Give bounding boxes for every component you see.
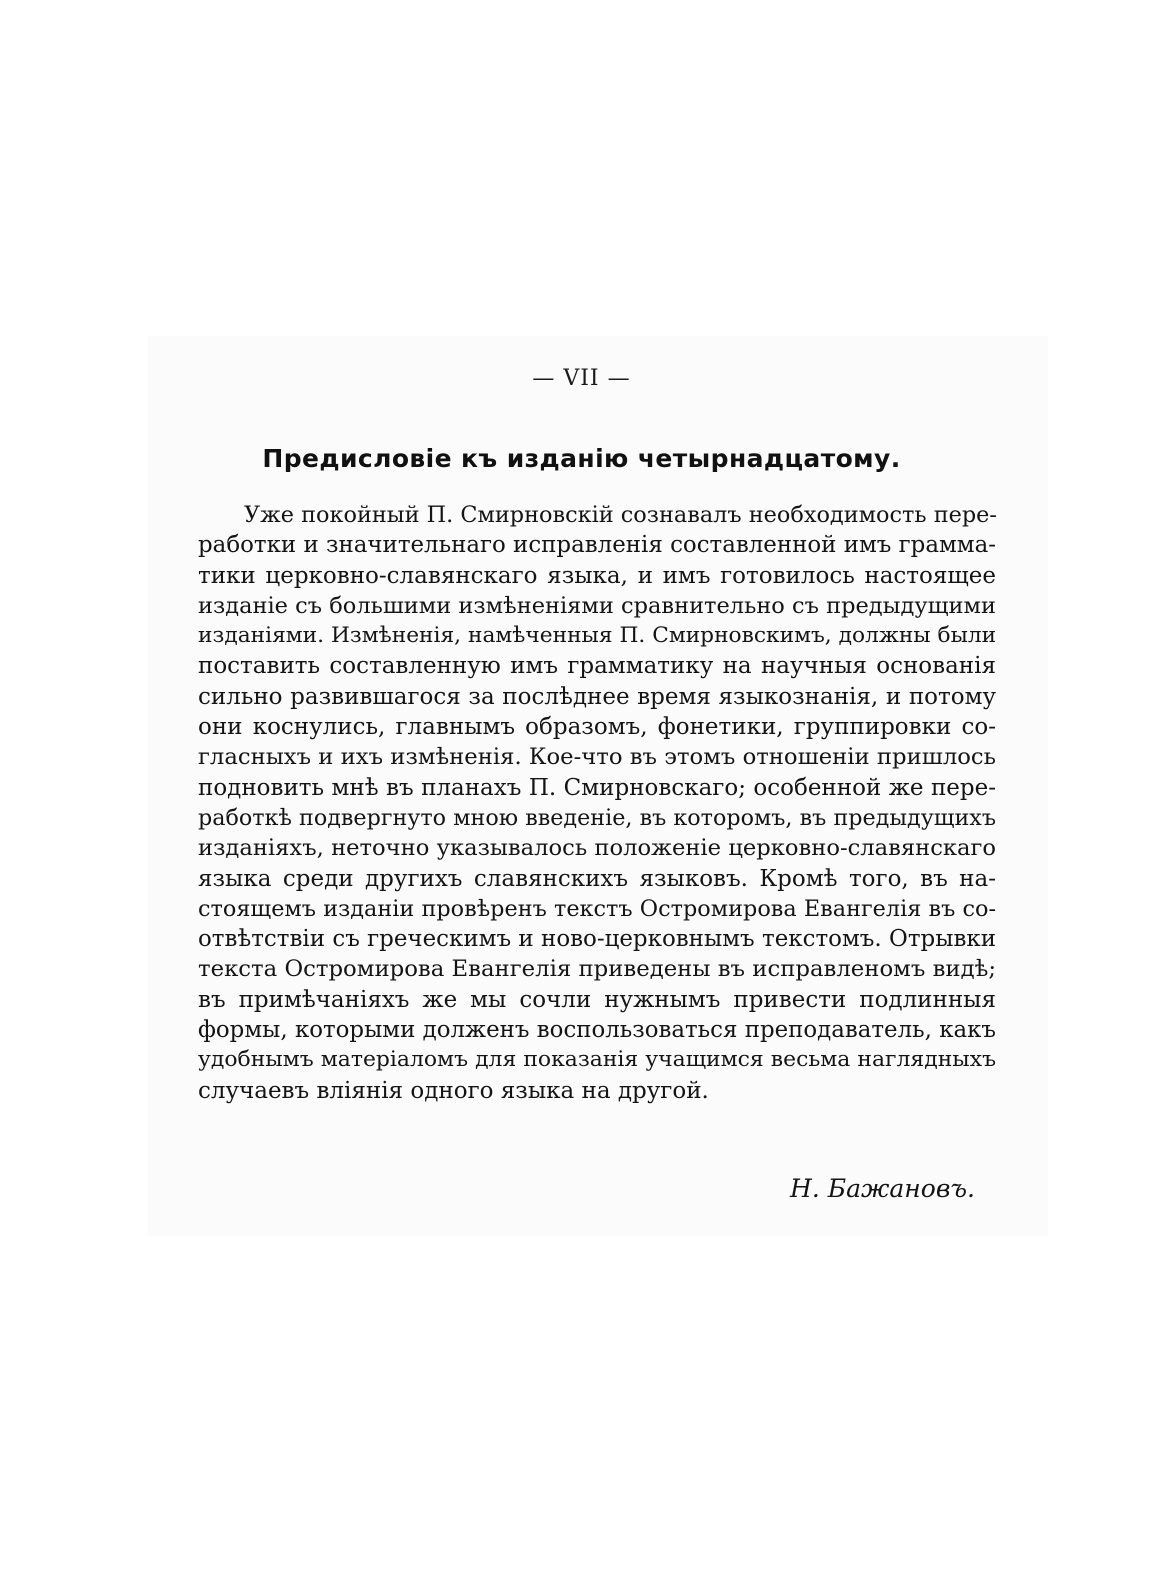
preface-body	[198, 500, 996, 1106]
text-line: случаевъ вліянія одного языка на другой.	[198, 1077, 709, 1104]
text-line: сильно развившагося за послѣднее время языкознанія, и потому	[198, 683, 996, 710]
text-line: изданіями. Измѣненія, намѣченныя П. Смирновскимъ, должны были	[198, 623, 997, 649]
page-number: — VII —	[532, 366, 631, 391]
text-line: работкѣ подвергнуто мною введеніе, въ которомъ, въ предыдущихъ	[198, 804, 996, 831]
author-signature: Н. Бажановъ.	[790, 1174, 975, 1203]
preface-title: Предисловіе къ изданію четырнадцатому.	[262, 444, 901, 473]
text-line: языка среди другихъ славянскихъ языковъ. Кромѣ того, въ на-	[198, 865, 996, 892]
text-line: изданіяхъ, неточно указывалось положеніе церковно-славянскаго	[198, 835, 996, 862]
text-line: формы, которыми долженъ воспользоваться преподаватель, какъ	[198, 1017, 996, 1044]
text-line: Уже покойный П. Смирновскій сознавалъ необходимость пере-	[244, 502, 997, 528]
text-line: стоящемъ изданіи провѣренъ текстъ Остромирова Евангелія въ со-	[198, 895, 996, 922]
text-line: удобнымъ матеріаломъ для показанія учащимся весьма наглядныхъ	[198, 1047, 996, 1073]
text-line: въ примѣчаніяхъ же мы сочли нужнымъ привести подлинныя	[198, 986, 996, 1013]
text-line: подновить мнѣ въ планахъ П. Смирновскаго; особенной же пере-	[198, 774, 996, 801]
text-line: гласныхъ и ихъ измѣненія. Кое-что въ этомъ отношеніи пришлось	[198, 744, 996, 771]
text-line: текста Остромирова Евангелія приведены въ исправленомъ видѣ;	[198, 956, 996, 983]
text-line: тики церковно-славянскаго языка, и имъ готовилось настоящее	[198, 562, 996, 589]
text-line: работки и значительнаго исправленія составленной имъ грамма-	[198, 532, 997, 559]
text-line: отвѣтствіи съ греческимъ и ново-церковнымъ текстомъ. Отрывки	[198, 926, 996, 953]
text-line: изданіе съ большими измѣненіями сравнительно съ предыдущими	[198, 592, 996, 619]
text-line: поставить составленную имъ грамматику на научныя основанія	[198, 653, 996, 680]
text-line: они коснулись, главнымъ образомъ, фонетики, группировки со-	[198, 714, 996, 741]
